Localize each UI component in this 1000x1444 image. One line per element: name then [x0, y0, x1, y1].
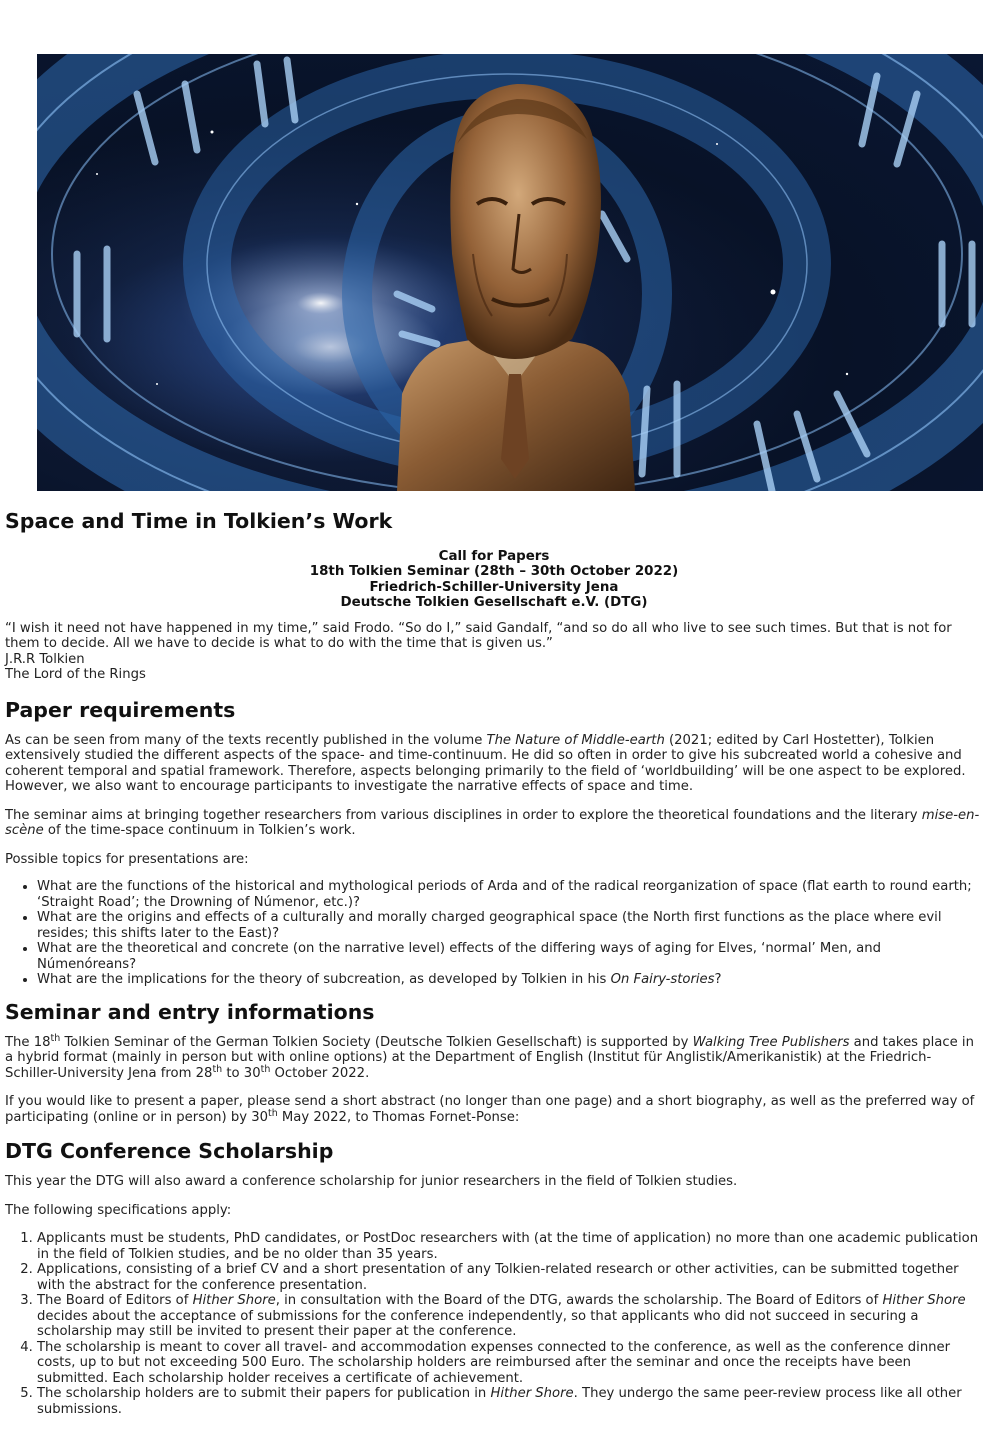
text-run: As can be seen from many of the texts recently published in the volume: [5, 732, 487, 748]
list-item: [37, 1293, 983, 1340]
text-run: The 18: [5, 1034, 51, 1050]
article: [5, 508, 983, 1417]
list-item: [37, 1386, 983, 1417]
page-title: Space and Time in Tolkien’s Work: [5, 509, 393, 533]
text-run: of the time-space continuum in Tolkien’s work.: [43, 823, 356, 839]
book-title: On Fairy-stories: [610, 972, 715, 988]
superscript: th: [212, 1063, 223, 1075]
journal-title: Hither Shore: [490, 1386, 574, 1402]
paper-req-paragraph-3: Possible topics for presentations are:: [5, 851, 249, 867]
call-for-papers-block: [5, 549, 983, 611]
text-run: to 30: [222, 1065, 261, 1081]
hero-image: [37, 54, 983, 491]
seminar-paragraph-2: [5, 1094, 983, 1125]
superscript: th: [50, 1032, 61, 1044]
paper-req-paragraph-1: [5, 733, 983, 795]
section-heading-seminar: Seminar and entry informations: [5, 999, 375, 1024]
text-run: The scholarship holders are to submit their papers for publication in: [37, 1386, 491, 1402]
text-run: The Board of Editors of: [37, 1293, 193, 1309]
list-item: 1. Applicants must be students, PhD candidates, or PostDoc researchers with (at the time of application) no more than one academic publication in the field of Tolkien studies, and be no older than 35 years.: [37, 1231, 983, 1262]
journal-title: Hither Shore: [192, 1293, 276, 1309]
list-item: • What are the theoretical and concrete (on the narrative level) effects of the differing ways of aging for Elves, ‘normal’ Men, and Númenóreans?: [37, 941, 983, 972]
text-run: If you would like to present a paper, please send a short abstract (no longer than one page) and a short biography, as well as the preferred way of participating (online or in person) by 30: [5, 1094, 975, 1125]
text-run: (2021; edited by Carl Hostetter), Tolkien extensively studied the different aspects of the space- and time-continuum. He did so often in order to give his subcreated world a cohesive and coherent temporal and spatial framework. Therefore, aspects belonging primarily to the field of ‘worldbuilding’ will be one aspect to be explored. However, we also want to encourage participants to investigate the narrative effects of space and time.: [5, 732, 966, 795]
cfp-line-3: Friedrich-Schiller-University Jena: [369, 579, 619, 595]
emphasis: mise-en-scène: [5, 807, 980, 839]
journal-title: Hither Shore: [882, 1293, 966, 1309]
list-item: • What are the functions of the historical and mythological periods of Arda and of the radical reorganization of space (flat earth to round earth; ‘Straight Road’; the Drowning of Númenor, etc.)?: [37, 879, 983, 910]
text-run: , in consultation with the Board of the DTG, awards the scholarship. The Board of Editors of: [275, 1293, 883, 1309]
cfp-line-1: Call for Papers: [438, 549, 550, 564]
text-run: May 2022, to Thomas Fornet-Ponse:: [277, 1109, 520, 1125]
list-item: • What are the origins and effects of a culturally and morally charged geographical space (the North first functions as the place where evil resides; this shifts later to the East)?: [37, 910, 983, 941]
quote-block: [5, 621, 983, 683]
text-run: What are the implications for the theory of subcreation, as developed by Tolkien in his: [37, 972, 611, 988]
paper-req-paragraph-2: [5, 808, 983, 839]
list-item: 4. The scholarship is meant to cover all travel- and accommodation expenses connected to the conference, as well as the conference dinner costs, up to but not exceeding 500 Euro. The scholarship holders are reimbursed after the seminar and once the receipts have been submitted. Each scholarship holder receives a certificate of achievement.: [37, 1340, 983, 1387]
quote-author: J.R.R Tolkien: [5, 651, 85, 667]
list-item: [37, 972, 983, 988]
text-run: ?: [714, 972, 722, 988]
publisher-name: Walking Tree Publishers: [692, 1034, 850, 1050]
superscript: th: [260, 1063, 271, 1075]
text-run: and takes place in a hybrid format (mainly in person but with online options) at the Department of English (Institut für Anglistik/Amerikanistik) at the Friedrich-Schiller-University Jena from 28: [5, 1034, 974, 1081]
book-title: The Nature of Middle-earth: [486, 732, 665, 748]
text-run: Tolkien Seminar of the German Tolkien Society (Deutsche Tolkien Gesellschaft) is supported by: [60, 1034, 693, 1050]
text-run: . They undergo the same peer-review process like all other submissions.: [37, 1386, 962, 1417]
seminar-paragraph-1: [5, 1032, 983, 1082]
bronze-bust-clock-icon: [37, 54, 983, 491]
text-run: October 2022.: [270, 1065, 370, 1081]
text-run: The seminar aims at bringing together researchers from various disciplines in order to explore the theoretical foundations and the literary: [5, 807, 922, 823]
quote-text: “I wish it need not have happened in my time,” said Frodo. “So do I,” said Gandalf, “and so do all who live to see such times. But that is not for them to decide. All we have to decide is what to do with the time that is given us.”: [5, 620, 952, 652]
cfp-line-2: 18th Tolkien Seminar (28th – 30th October 2022): [309, 564, 679, 580]
text-run: decides about the acceptance of submissions for the conference independently, so that applicants who did not succeed in securing a scholarship may still be invited to present their paper at the conference.: [37, 1308, 919, 1340]
cfp-line-4: Deutsche Tolkien Gesellschaft e.V. (DTG): [340, 595, 648, 611]
specifications-list: [5, 1231, 983, 1417]
scholarship-paragraph-2: The following specifications apply:: [5, 1202, 232, 1218]
topics-list: [5, 879, 983, 988]
scholarship-paragraph-1: This year the DTG will also award a conference scholarship for junior researchers in the field of Tolkien studies.: [5, 1174, 738, 1190]
section-heading-scholarship: DTG Conference Scholarship: [5, 1139, 334, 1164]
superscript: th: [267, 1107, 278, 1119]
list-item: 2. Applications, consisting of a brief CV and a short presentation of any Tolkien-related research or other activities, can be submitted together with the abstract for the conference presentation.: [37, 1262, 983, 1293]
quote-source: The Lord of the Rings: [5, 667, 146, 683]
section-heading-paper-requirements: Paper requirements: [5, 697, 236, 722]
